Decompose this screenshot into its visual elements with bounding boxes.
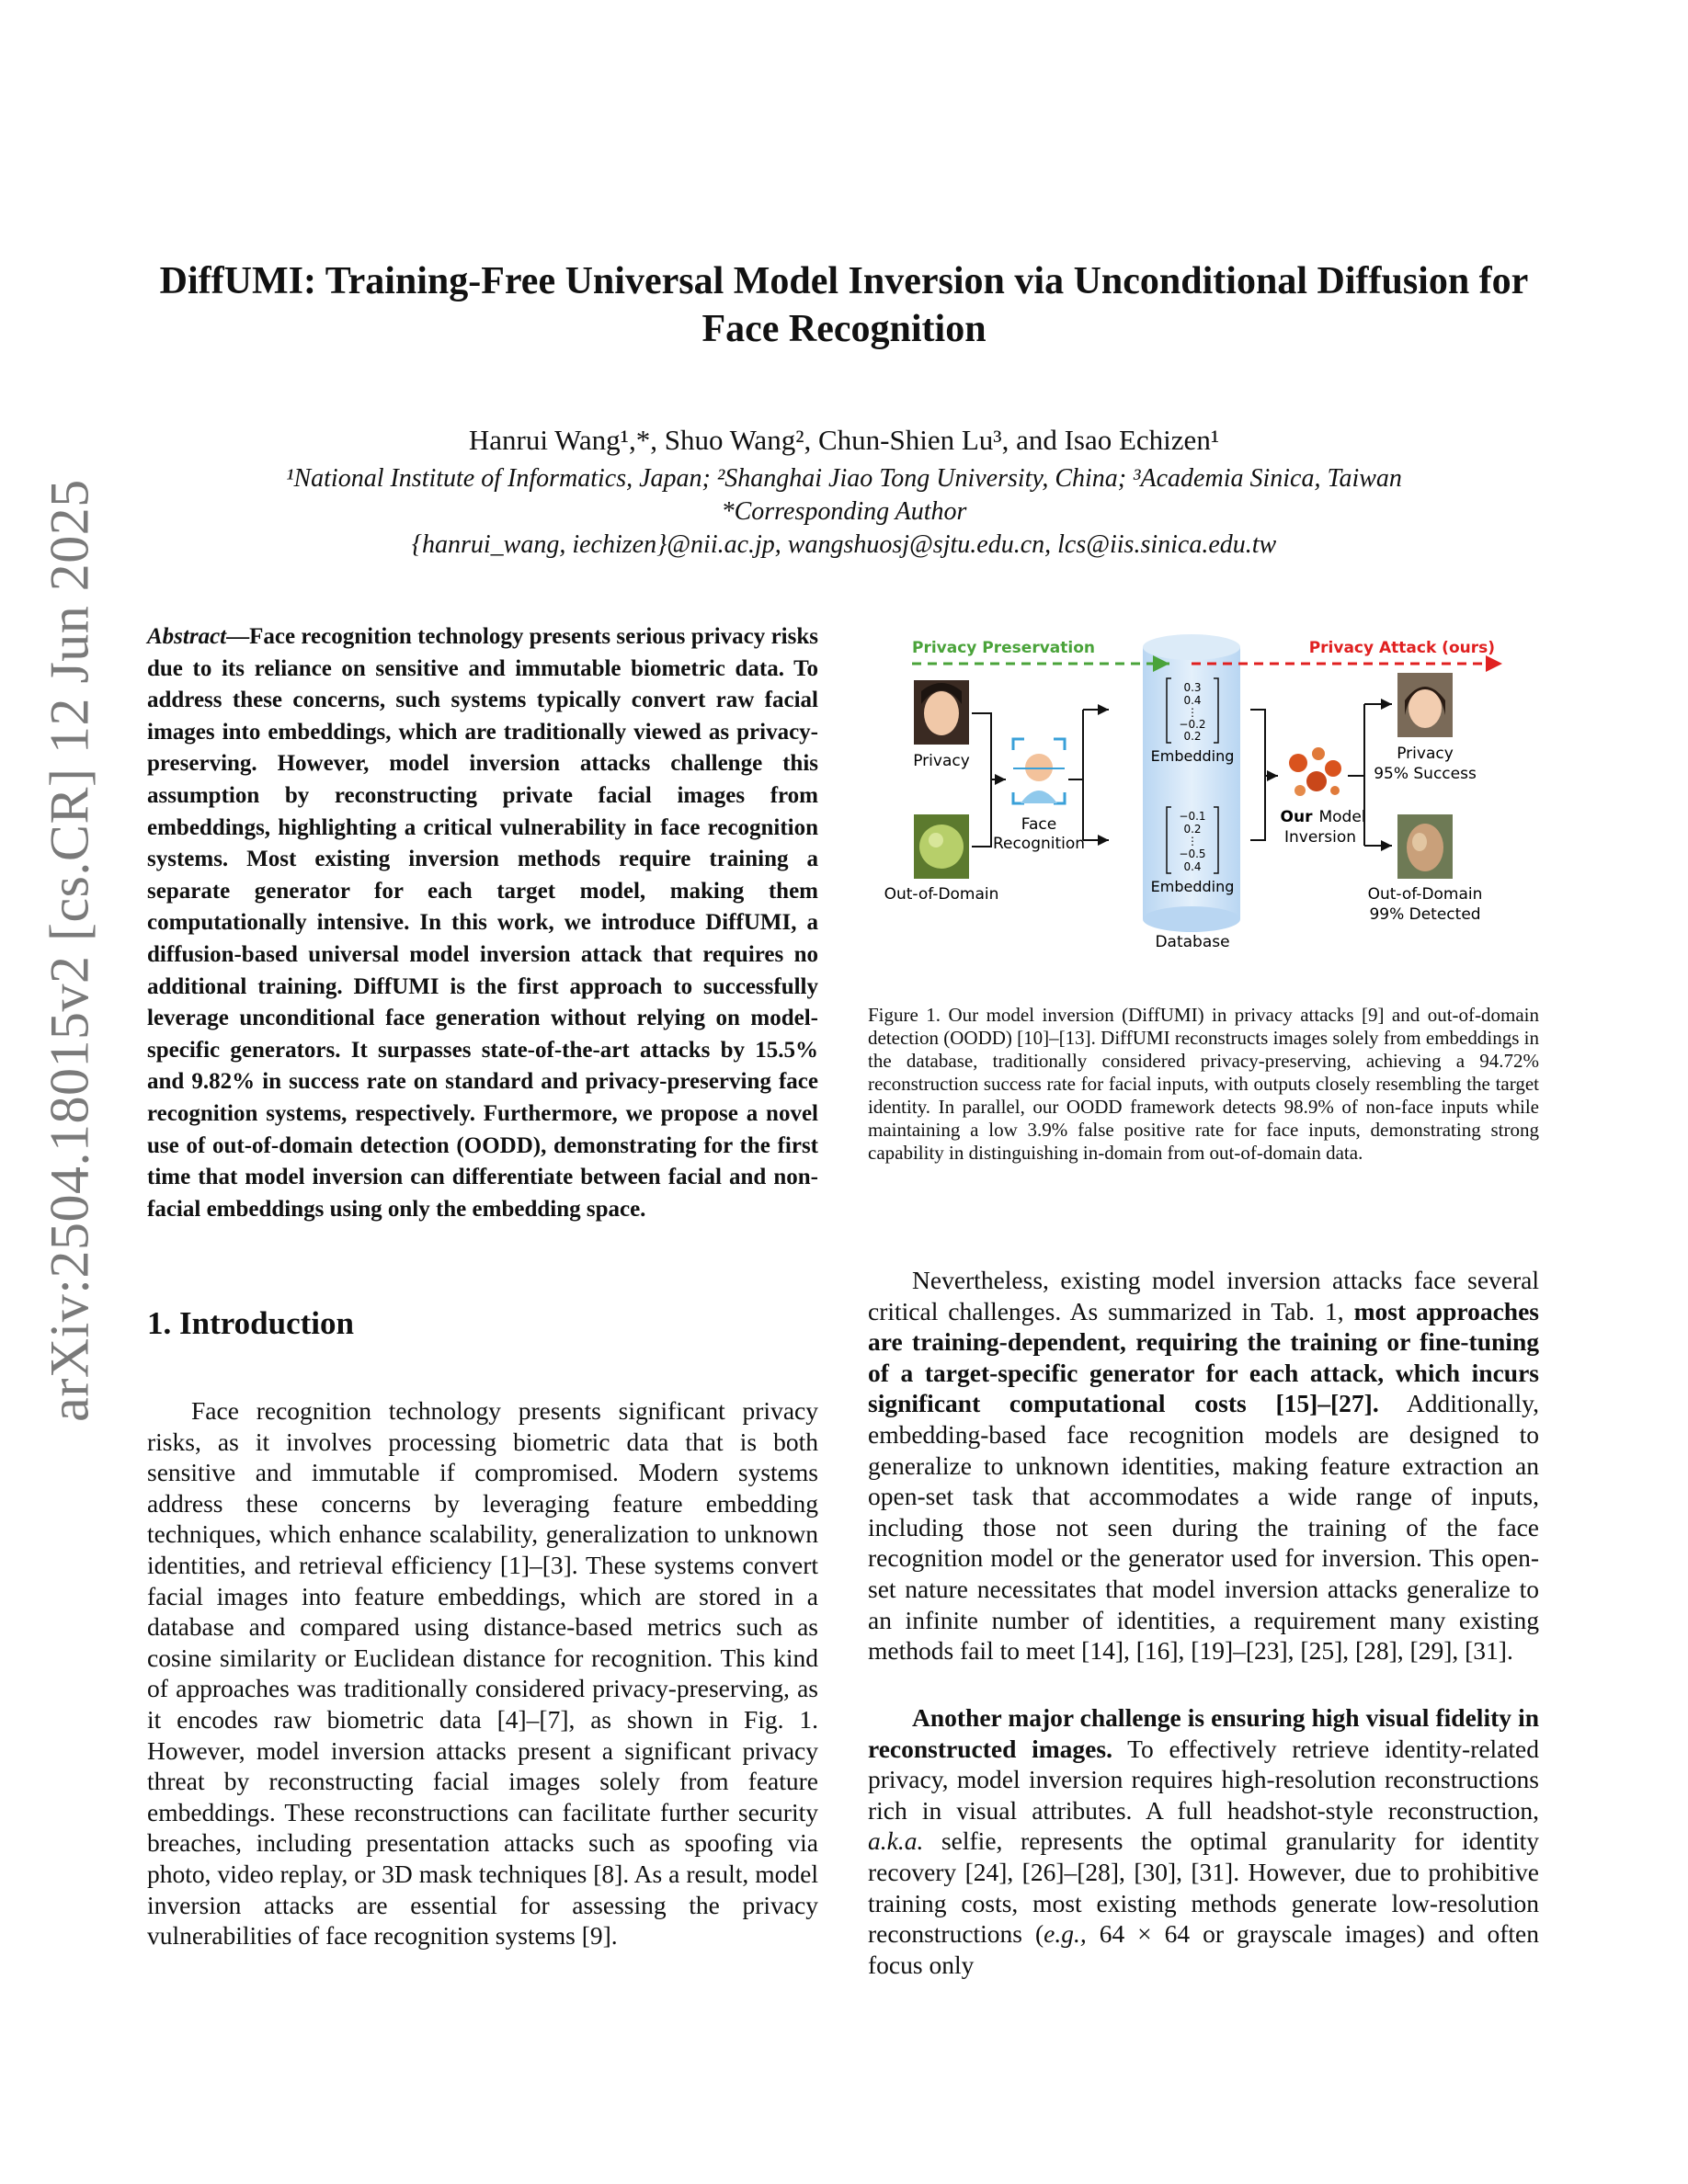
ood-input-label: Out-of-Domain	[884, 885, 999, 904]
vec1-4: 0.2	[1183, 730, 1202, 743]
affiliations: ¹National Institute of Informatics, Japan; ²Shanghai Jiao Tong University, China; ³Academia Sinica, Taiwan	[286, 464, 1402, 493]
our-label: Our	[1280, 808, 1313, 826]
privacy-preservation-label: Privacy Preservation	[912, 639, 1095, 657]
privacy-face-image	[914, 680, 969, 745]
right-p1-part-a: Nevertheless, existing model inversion attacks face several critical challenges. As summarized in Tab. 1,	[868, 1266, 1539, 1325]
vec2-3: −0.5	[1179, 847, 1206, 860]
figure-1-diagram	[868, 625, 1539, 974]
section-heading: 1. Introduction	[147, 1305, 354, 1341]
vec2-1: 0.2	[1183, 823, 1202, 836]
face-recognition-icon	[1013, 739, 1065, 803]
figure-1-caption: Figure 1. Our model inversion (DiffUMI) in privacy attacks [9] and out-of-domain detection (OODD) [10]–[13]. DiffUMI reconstructs images solely from embeddings in the database, traditionally considered privacy-preserving, achieving a 94.72% reconstruction success rate for facial inputs, with outputs closely resembling the target identity. In parallel, our OODD framework detects 98.9% of non-face inputs while maintaining a low 3.9% false positive rate for face inputs, demonstrating strong capability in distinguishing in-domain from out-of-domain data.	[868, 1004, 1539, 1164]
vec2-0: −0.1	[1179, 810, 1206, 823]
vec2-4: 0.4	[1183, 860, 1202, 873]
right-p2-part-f: 64 × 64 or grayscale images) and often focus only	[868, 1919, 1539, 1979]
vec1-2: ⋮	[1187, 706, 1198, 719]
output-success-label: 95% Success	[1374, 765, 1477, 783]
output-detected-label: 99% Detected	[1369, 905, 1481, 924]
embedding1-label: Embedding	[1150, 747, 1235, 765]
right-p2-aka: a.k.a.	[868, 1826, 924, 1856]
vec2-2: ⋮	[1187, 835, 1198, 847]
fr-label-line2: Recognition	[992, 835, 1086, 853]
input-bracket	[972, 713, 991, 847]
right-p1-part-c: Additionally, embedding-based face recognition models are designed to generalize to unknown identities, making feature extraction an open-set task that accommodates a wide range of inputs, including those not seen during the training of the face recognition model or the generator used for inversion. This open-set nature necessitates that model inversion attacks generalize to an infinite number of identities, a requirement many existing methods fail to meet [14], [16], [19]–[23], [25], [28], [29], [31].	[868, 1389, 1539, 1666]
database-label: Database	[1155, 933, 1230, 951]
arxiv-side-label: arXiv:2504.18015v2 [cs.CR] 12 Jun 2025	[39, 479, 100, 1422]
figure-1-svg	[868, 625, 1539, 974]
abstract-text: —Face recognition technology presents serious privacy risks due to its reliance on sensitive and immutable biometric data. To address these concerns, such systems typically convert raw facial images into embeddings, which are traditionally viewed as privacy-preserving. However, model inversion attacks challenge this assumption by reconstructing private facial images from embeddings, highlighting a critical vulnerability in face recognition systems. Most existing inversion methods require training a separate generator for each target model, making them computationally intensive. In this work, we introduce DiffUMI, a diffusion-based universal model inversion attack that requires no additional training. DiffUMI is the first approach to successfully leverage unconditional face generation without relying on model-specific generators. It surpasses state-of-the-art attacks by 15.5% and 9.82% in success rate on standard and privacy-preserving face recognition systems, respectively. Furthermore, we propose a novel use of out-of-domain detection (OODD), demonstrating for the first time that model inversion can differentiate between facial and non-facial embeddings using only the embedding space.	[147, 624, 818, 1222]
embedding2-label: Embedding	[1150, 878, 1235, 895]
vec1-3: −0.2	[1179, 718, 1206, 731]
fr-label-line1: Face	[1021, 815, 1057, 834]
model-inversion-icon	[1289, 747, 1341, 796]
model-label: Model	[1318, 808, 1366, 826]
abstract-lead: Abstract	[147, 624, 227, 649]
output-ood-label: Out-of-Domain	[1367, 885, 1483, 904]
intro-paragraph: Face recognition technology presents significant privacy risks, as it involves processing biometric data that is both sensitive and immutable if compromised. Modern systems address these concerns by leveraging feature embedding techniques, which enhance scalability, generalization to unknown identities, and retrieval efficiency [1]–[3]. These systems convert facial images into feature embeddings, which are stored in a database and compared using distance-based metrics such as cosine similarity or Euclidean distance for recognition. This kind of approaches was traditionally considered privacy-preserving, as it encodes raw biometric data [4]–[7], as shown in Fig. 1. However, model inversion attacks present a significant privacy threat by reconstructing facial images solely from feature embeddings. These reconstructions can facilitate further security breaches, including presentation attacks such as spoofing via photo, video replay, or 3D mask techniques [8]. As a result, model inversion attacks are essential for assessing the privacy vulnerabilities of face recognition systems [9].	[147, 1396, 818, 1951]
reconstructed-ood-image	[1397, 814, 1453, 879]
author-list: Hanrui Wang¹,*, Shuo Wang², Chun-Shien Lu³, and Isao Echizen¹	[468, 424, 1220, 456]
right-paragraph-1	[868, 1265, 1539, 1666]
out-of-domain-image	[914, 814, 969, 879]
inversion-label: Inversion	[1283, 828, 1357, 847]
right-p2-part-b: To effectively retrieve identity-related privacy, model inversion requires high-resolution reconstructions rich in visual attributes. A full headshot-style reconstruction,	[868, 1734, 1540, 1825]
output-privacy-label: Privacy	[1397, 745, 1454, 763]
right-p1-emphasis: most approaches are training-dependent, requiring the training or fine-tuning of a target-specific generator for each attack, which incurs significant computational costs [15]–[27].	[868, 1296, 1539, 1418]
author-emails: {hanrui_wang, iechizen}@nii.ac.jp, wangshuosj@sjtu.edu.cn, lcs@iis.sinica.edu.tw	[411, 530, 1277, 559]
right-p2-eg: e.g.,	[1044, 1919, 1087, 1949]
vec1-1: 0.4	[1183, 694, 1202, 707]
privacy-input-label: Privacy	[913, 752, 970, 770]
right-p2-part-d: selfie, represents the optimal granularity for identity recovery [24], [26]–[28], [30], [31]. However, due to prohibitive training costs, most existing methods generate low-resolution reconstructions (	[868, 1826, 1539, 1949]
right-p2-emphasis: Another major challenge is ensuring high visual fidelity in reconstructed images.	[868, 1703, 1539, 1763]
paper-title: DiffUMI: Training-Free Universal Model Inversion via Unconditional Diffusion for Face Recognition	[159, 260, 1529, 350]
reconstructed-face-image	[1397, 673, 1453, 737]
right-paragraph-2	[868, 1702, 1539, 1980]
vec1-0: 0.3	[1183, 681, 1202, 694]
corresponding-author-note: *Corresponding Author	[721, 497, 967, 526]
privacy-attack-label: Privacy Attack (ours)	[1308, 639, 1495, 657]
abstract	[147, 621, 818, 1225]
embedding-bracket	[1250, 710, 1265, 840]
